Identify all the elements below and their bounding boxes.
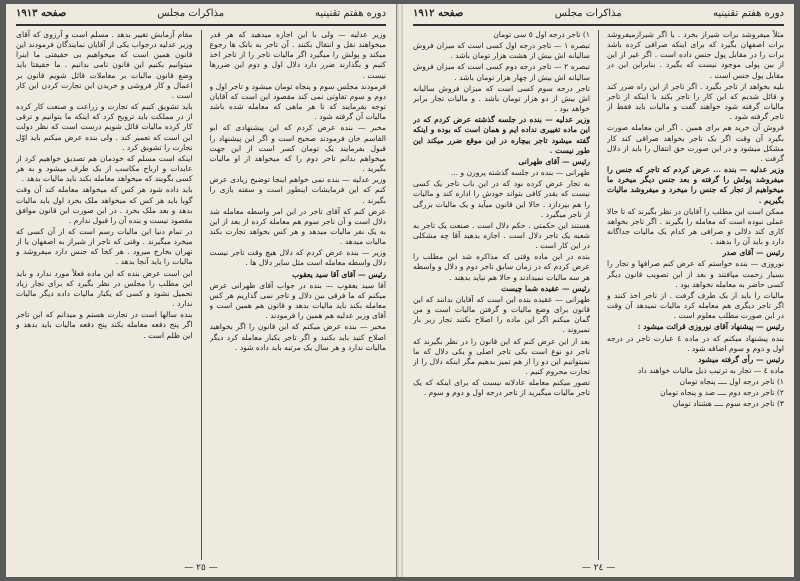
left-page-right-column: [210, 30, 387, 560]
text-paragraph: اینکه است مسلم که خودمان هم تصدیق خواهیم کرد از عایدات و ارباح مکاسب از بک طرف میشود و به هر کسی بگویند که میخواهد معامله بکند باید مالیات بدهد .: [16, 153, 193, 184]
right-page-right-column: [607, 30, 784, 560]
text-paragraph: مقام آزمایش تغییر بدهد . مسلم است و آرزوی که آقای وزیر عدلیه درجواب یکی از آقایان نمایندگان فرمودند این قانون همین است که میخواهیم بی حقیقتی ما اینرا میتوانیم بکنیم این قانون تامی بدانیم . ما حقیقتا باید وضع قانون مالیات بر معاملات قائل شویم قانون بر اعمال و کار فروشی و خریدن این تجارت کردن این کار است .: [16, 30, 193, 100]
text-paragraph: بنده پیشنهاد میکنم که در ماده ٤ عبارت تاجر در درجه اول و دوم و سوم اضافه شود .: [606, 333, 784, 353]
text-paragraph: مخبر — بنده عرض کردم که این پیشنهادی که ابو القاسم خان فرمودند صحیح است و اگر این پیشنهاد را قبول بفرمایند یک تومان کسر است از این جهت میخواهم بدانم تاجر دوم را که میخواهد از او مالیات بگیرید .: [209, 123, 387, 174]
text-paragraph: ماده ٤ — تجار به ترتیب ذیل مالیات خواهند داد: [637, 366, 784, 375]
text-paragraph: بعد از این عرض کنم که این قانون را در نظر بگیرند که تاجر دو نوع است یکی تاجر اصلی و یکی دلال که ما نمیتوانیم این دو را از هم تمیز بدهیم مگر اینکه دلال را از تجارت محروم کنیم .: [412, 336, 590, 376]
text-paragraph: مخبر — بنده عرض میکنم که این قانون را اگر بخواهید اصلاح کنید باید بکنید و اگر تاجر یکبار معامله کرد دیگر مالیات ندارد و هر سال یک مرتبه باید داده شود .: [209, 322, 387, 352]
text-paragraph: وزیر — بنده عرض کردم که دلال هیچ وقت تاجر نیست دلال واسطه معامله است مثل سایر دلال ها .: [209, 248, 387, 268]
text-paragraph: فرمودند مجلس سوم و پنجاه تومان میشود و تاجر اول و دوم و سوم تفاوتی نمی کند مقصود این است که آقایان توجه بفرمایند که تا هر ماهی که معامله شده باشد مالیات آن گرفته شود .: [209, 81, 387, 122]
left-page: [6, 4, 397, 577]
column-divider: [201, 30, 202, 560]
right-page-columns: [413, 30, 784, 560]
left-page-columns: [16, 30, 386, 560]
right-page-header: [413, 8, 784, 22]
speaker-paragraph: رئیس — آقای صدر: [722, 248, 784, 258]
text-paragraph: بنده سالها است در تجارت هستم و میدانم که این تاجر اگر پنج دفعه معامله بکند پنج دفعه مالیات باید بدهد و این ظلم است .: [16, 310, 193, 340]
speaker-paragraph: رئیس — آقای طهرانی: [518, 156, 590, 166]
text-paragraph: این است عرض بنده که این ماده فعلاً مورد ندارد و باید این مطلب را مجلس در نظر بگیرد که برای تجار زیاد تحمیل نشود و کسی که یکبار مالیات داده دیگر مالیات ندارد .: [16, 268, 193, 309]
right-header-page-number: صفحه ١٩١٢: [413, 8, 464, 19]
text-paragraph: عرض کنم که آقای تاجر در این امر واسطه معامله شد دلال است و آن تاجر سوم هم معامله کرده از بعد از این به یک نفر مالیات میدهد و هر کس بخواهد تجارت بکند مالیات میدهد .: [209, 206, 387, 247]
text-paragraph: ممکن است این مطلب را آقایان در نظر بگیرند که تا حالا عملی نبوده است که معامله را بگیرند . اگر تاجر بخواهد کاری کند دلالی و صرافی هر کدام یک مالیات جداگانه دارد و باید آن را بدهند .: [606, 206, 784, 247]
column-divider: [598, 30, 599, 560]
speaker-paragraph: رئیس — آقای آقا سید یعقوب: [292, 269, 387, 279]
text-paragraph: بنده در این ماده وقتی که مذاکره شد این مطلب را عرض کردم که در زمان سابق تاجر دوم و دلال و واسطه هر سه مالیات نمیدادند و حالا هم نباید بدهند .: [412, 252, 590, 282]
text-paragraph: نوروزی — بنده خواستم که عرض کنم صرافها و تجار را بسیار زحمت میافتند و بعد از این تصویب قانون دیگر کسی حاضر به معامله نخواهد بود .: [606, 259, 784, 289]
right-header-session: دوره هفتم تقنينيه: [713, 8, 784, 19]
text-paragraph: تاجر درجه سوم کسی است که میزان فروش سالیانه اش بیش از دو هزار تومان باشد . و مالیات تجار برابر خواهد بود .: [412, 83, 590, 114]
right-page-footer: — ٢٤ —: [581, 563, 616, 573]
text-paragraph: وزیر عدلیه — بنده نمی خواهم اینجا توضیح زیادی عرض کنم که این فرمایشات اینطور است و سفته بازی را بگیرند .: [209, 175, 387, 205]
text-paragraph: باید داده شود هر کس که میخواهد معامله کند آن وقت گویا باید هر کس که میخواهد ملک بخرد اول باید مالیات بدهد و بعد ملک بخرد . در این صورت این قانون موافق مقصود نیست و بنده آن را قبول ندارم .: [16, 185, 193, 225]
speaker-paragraph: رئیس — رأی گرفته میشود: [698, 354, 784, 364]
speaker-paragraph: وزیر عدلیه — بنده در جلسه گذشته عرض کردم که در این ماده تغییری نداده ایم و همان است که بوده و اینکه گفته میشود تاجر بیچاره در این موقع ضرر میکند این طور نیست .: [412, 115, 590, 155]
text-paragraph: به تجار عرض کرده بود که در این باب تاجر یک کسی نیست که بقدر کافی بتواند خودش را اداره کند و مالیات را هم بپردازد . حالا این قانون میآید و یک مالیات بزرگی از تاجر میگیرد .: [412, 179, 590, 219]
text-paragraph: تصور میکنم معامله عادلانه نیست که برای اینکه که یک تاجر مالیات میگیرید از تاجر درجه اول و دوم و سوم .: [412, 378, 590, 398]
right-header-title: مذاكرات مجلس: [554, 8, 622, 19]
text-paragraph: آقا سید یعقوب — بنده در جواب آقای طهرانی عرض میکنم که ما فرقی بین دلال و تاجر نمی گذاریم هر کس معامله بکند باید مالیات بدهد و قانون هم همین است و آقای وزیر عدلیه هم همین را فرمودند .: [209, 280, 387, 321]
left-page-header: [16, 8, 386, 22]
text-paragraph: تبصره ٢ — تاجر درجه دوم کسی است که میزان فروش سالیانه اش بیش از چهار هزار تومان باشد .: [412, 62, 590, 82]
text-paragraph: بلیه بخواهد از تاجر بگیرد . اگر تاجر از این راه ضرر کند و قائل شدیم که این کار را تاجر بکند با اینکه از تاجر مالیات گرفته شود خواهند گفت و مالیات باید فقط از تاجر گرفته شود .: [606, 81, 784, 122]
left-header-session: دوره هفتم تقنينيه: [315, 8, 387, 19]
speaker-paragraph: رئیس — عقیده شما چیست: [501, 283, 590, 293]
right-header-rule: [413, 24, 784, 26]
text-paragraph: ١) تاجر درجه اول ٥ سی تومان: [493, 30, 590, 39]
text-paragraph: باید تشویق کنیم که تجارت و زراعت و صنعت کار کرده از در مملکت باید ترویج کرد که اینکه ما بتوانیم و ترقی کار کرده مالیات قائل شویم درست است که نظر دولت این است که تعمیر کند . ولی بنده عرض میکنم باید اوّل تجارت را تشویق کرد .: [16, 102, 193, 152]
text-paragraph: فروش آن خرید هم برای همین . اگر این معامله صورت بگیرد آن وقت اگر یک تاجر بخواهد صرافی کند کار مشکل میشود و در این صورت حق انتقال را باید از دلال گرفت .: [606, 123, 784, 163]
text-paragraph: در تمام دنیا این مالیات رسم است که از آن کسی که میخرد میگیرند . وقتی که تاجر از شیراز به اصفهان یا از تهران بخارج میرود . هر کجا که جنس دارد میفروشد و مالیات را باید آنجا بدهد .: [16, 226, 193, 267]
speaker-paragraph: وزیر عدلیه — بنده ... عرض کردم که تاجر که جنس را میفروشد پولش را گرفته و بعد جنس دیگر میخرد ما میخواهیم از تجار که جنس را میخرد و میفروشد مالیات بگیریم .: [606, 165, 784, 205]
left-header-page-number: صفحه ١٩١٣: [16, 8, 67, 19]
text-paragraph: طهرانی — بنده در جلسه گذشته پرورن و ...: [450, 168, 590, 178]
text-paragraph: ٢) تاجر درجه دوم ــــ صد و پنجاه تومان: [660, 388, 784, 398]
left-header-title: مذاكرات مجلس: [157, 8, 225, 19]
speaker-paragraph: رئیس — پیشنهاد آقای نوروزی قرائت میشود :: [637, 322, 784, 332]
text-paragraph: هستند این حکمتی . حکم دلال است . صنعت یک تاجر به شعبه یک تاجر دلال است . اجازه بدهید آقا چه مشکلی در این کار است .: [412, 220, 590, 251]
text-paragraph: وزیر عدلیه — ولی با این اجازه میدهید که هر قدر میخواهند نقل و انتقال بکنند . آن تاجر به بانک ها رجوع میکند و پولش را میگیرد اگر مالیات تاجر را از تاجر اخذ کنیم و بگذارند ضرر دارد دلال اول و دوم این ضررها نیست .: [209, 30, 387, 80]
text-paragraph: ٣) تاجر درجه سوم ــــ هشتاد تومان: [672, 399, 784, 409]
text-paragraph: تبصره ١ — تاجر درجه اول کسی است که میزان فروش سالیانه اش بیش از هشت هزار تومان باشد .: [412, 41, 590, 61]
right-page-left-column: [413, 30, 590, 560]
text-paragraph: ١) تاجر درجه اول ــــ پنجاه تومان: [679, 377, 784, 387]
text-paragraph: مثلاً میفروشد برات شیراز بخرد . یا اگر شیرازمیفروشد برات اصفهان بگیرد که برای اینکه صرافی کرده باشد برات را در مقابل پول جنس داده است . اگر غیر از این از بین پولی موجود نیست که بگیرد . بنابراین این در مقابل پول جنس است .: [606, 30, 784, 80]
text-paragraph: مالیات را باید از یک طرف گرفت . از تاجر اخذ کنند و اگر تاجر دیگری هم معامله کرد مالیات نمیدهد آن وقت در این صورت مطلب معلوم است .: [606, 290, 784, 321]
book-spread: [6, 4, 794, 577]
text-paragraph: طهرانی — عقیده بنده این است که آقایان بدانند که این قانون برای وضع مالیات و گرفتن مالیات است و من گمان میکنم اگر این ماده را اصلاح نکنند تجار زیر بار نمیروند .: [412, 294, 590, 335]
left-header-rule: [16, 24, 386, 26]
left-page-left-column: [16, 30, 193, 560]
right-page: [403, 4, 794, 577]
left-page-footer: — ٢٥ —: [184, 563, 218, 573]
